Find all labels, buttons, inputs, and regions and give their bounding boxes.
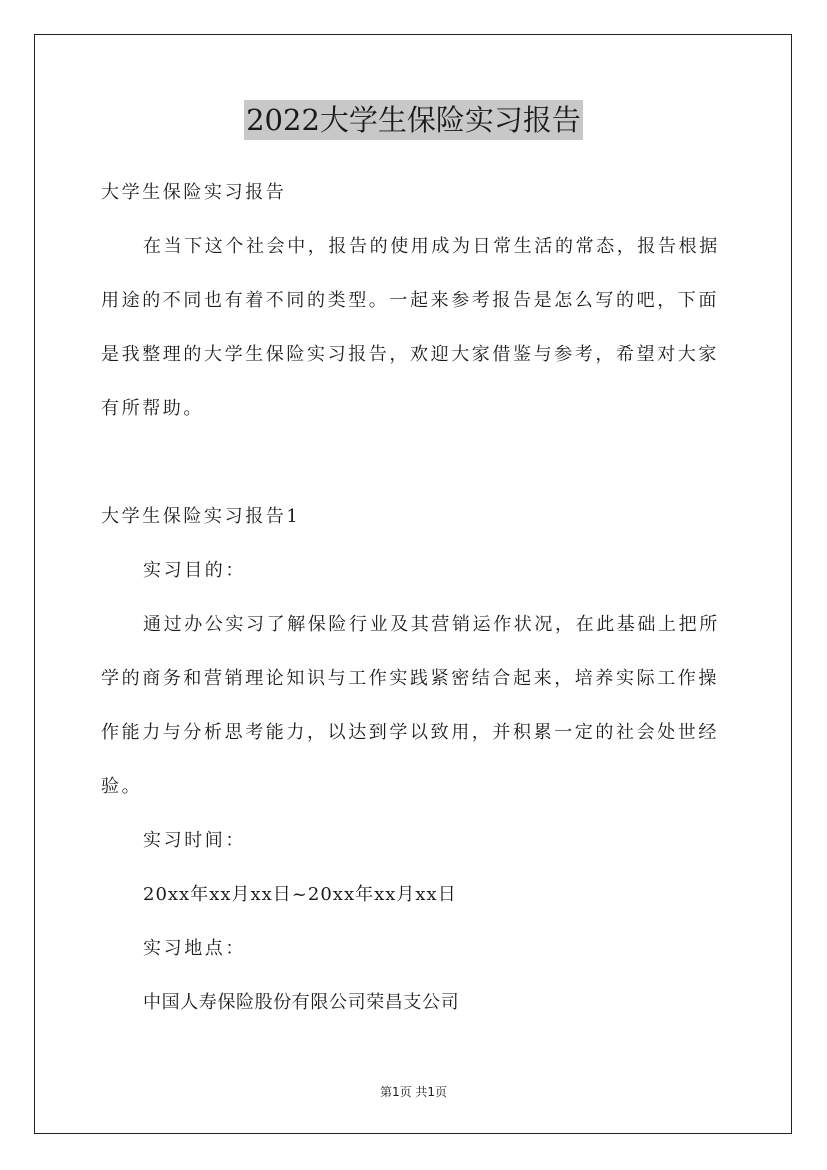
purpose-line-2: 学的商务和营销理论知识与工作实践紧密结合起来，培养实际工作操 bbox=[101, 668, 719, 689]
time-label: 实习时间： bbox=[143, 830, 246, 851]
section-heading: 大学生保险实习报告1 bbox=[101, 506, 301, 527]
document-subtitle: 大学生保险实习报告 bbox=[101, 182, 287, 203]
intro-line-2: 用途的不同也有着不同的类型。一起来参考报告是怎么写的吧，下面 bbox=[101, 290, 719, 311]
place-label: 实习地点： bbox=[143, 938, 246, 959]
time-value: 20xx年xx月xx日~20xx年xx月xx日 bbox=[143, 884, 457, 905]
intro-line-3: 是我整理的大学生保险实习报告，欢迎大家借鉴与参考，希望对大家 bbox=[101, 344, 719, 365]
title-container bbox=[0, 100, 827, 140]
purpose-line-3: 作能力与分析思考能力，以达到学以致用，并积累一定的社会处世经 bbox=[101, 722, 719, 743]
page-footer: 第1页 共1页 bbox=[379, 1085, 448, 1099]
purpose-line-4: 验。 bbox=[101, 776, 143, 797]
place-value: 中国人寿保险股份有限公司荣昌支公司 bbox=[143, 992, 460, 1013]
intro-line-4: 有所帮助。 bbox=[101, 398, 204, 419]
purpose-line-1: 通过办公实习了解保险行业及其营销运作状况，在此基础上把所 bbox=[143, 614, 720, 635]
intro-line-1: 在当下这个社会中，报告的使用成为日常生活的常态，报告根据 bbox=[143, 236, 720, 257]
document-title: 2022大学生保险实习报告 bbox=[244, 100, 583, 140]
purpose-label: 实习目的： bbox=[143, 560, 246, 581]
